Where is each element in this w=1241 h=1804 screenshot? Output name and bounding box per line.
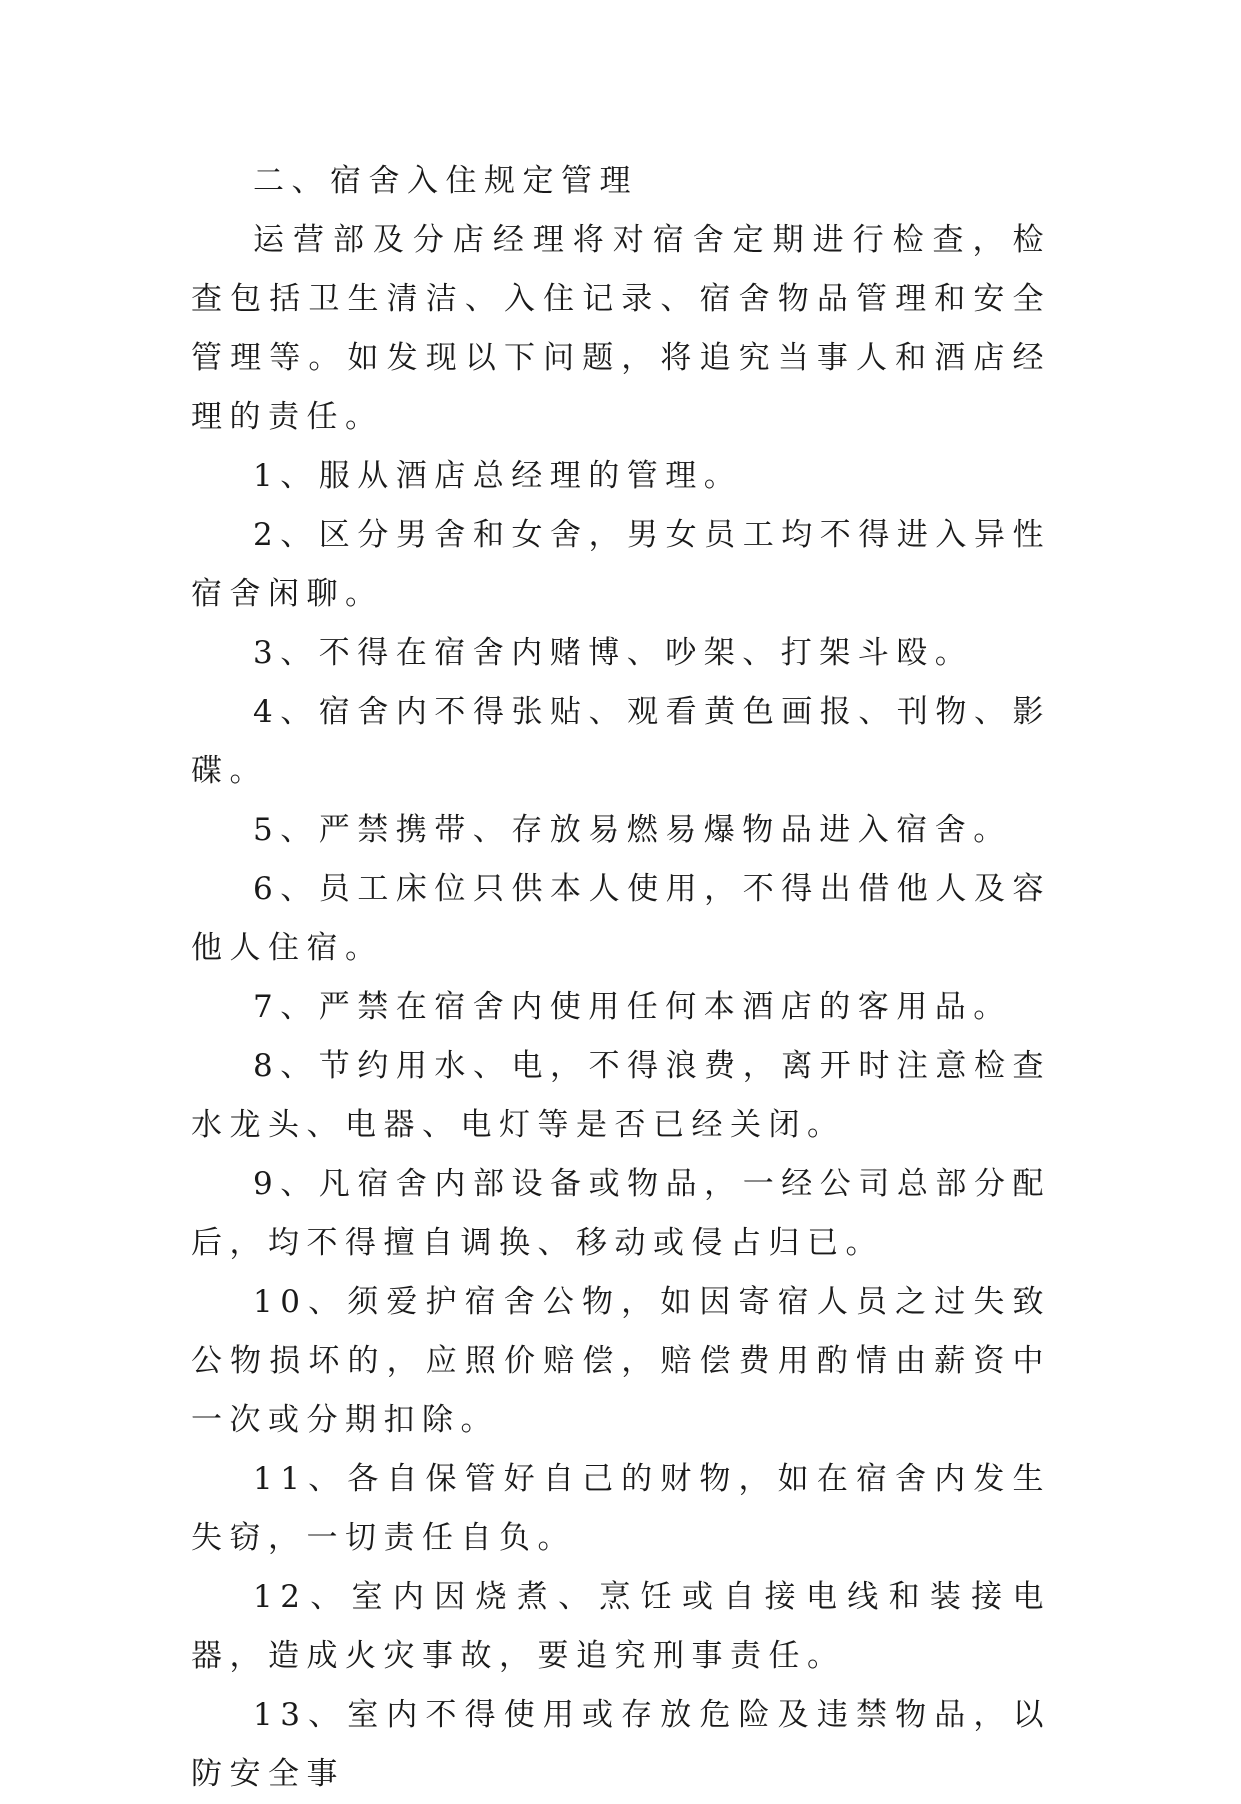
rule-item: 4、宿舍内不得张贴、观看黄色画报、刊物、影碟。 (191, 694, 1051, 789)
section-heading: 二、宿舍入住规定管理 (253, 163, 638, 199)
rule-item: 13、室内不得使用或存放危险及违禁物品，以防安全事 (191, 1697, 1051, 1792)
intro-paragraph: 运营部及分店经理将对宿舍定期进行检查，检查包括卫生清洁、入住记录、宿舍物品管理和安全管理等。如发现以下问题，将追究当事人和酒店经理的责任。 (191, 222, 1051, 435)
rule-item: 8、节约用水、电，不得浪费，离开时注意检查水龙头、电器、电灯等是否已经关闭。 (191, 1048, 1051, 1143)
rule-item: 6、员工床位只供本人使用，不得出借他人及容他人住宿。 (191, 871, 1051, 966)
rule-item: 10、须爱护宿舍公物，如因寄宿人员之过失致公物损坏的，应照价赔偿，赔偿费用酌情由薪资中一次或分期扣除。 (191, 1284, 1051, 1438)
rule-item: 2、区分男舍和女舍，男女员工均不得进入异性宿舍闲聊。 (191, 517, 1051, 612)
rule-item: 12、室内因烧煮、烹饪或自接电线和装接电器，造成火灾事故，要追究刑事责任。 (191, 1579, 1051, 1674)
rule-item: 11、各自保管好自己的财物，如在宿舍内发生失窃，一切责任自负。 (191, 1461, 1051, 1556)
document-body (191, 152, 1051, 1804)
rule-item: 3、不得在宿舍内赌博、吵架、打架斗殴。 (253, 635, 974, 671)
rule-item: 9、凡宿舍内部设备或物品，一经公司总部分配后，均不得擅自调换、移动或侵占归已。 (191, 1166, 1051, 1261)
rule-item: 1、服从酒店总经理的管理。 (253, 458, 743, 494)
rule-item: 5、严禁携带、存放易燃易爆物品进入宿舍。 (253, 812, 1012, 848)
rule-item: 7、严禁在宿舍内使用任何本酒店的客用品。 (253, 989, 1012, 1025)
